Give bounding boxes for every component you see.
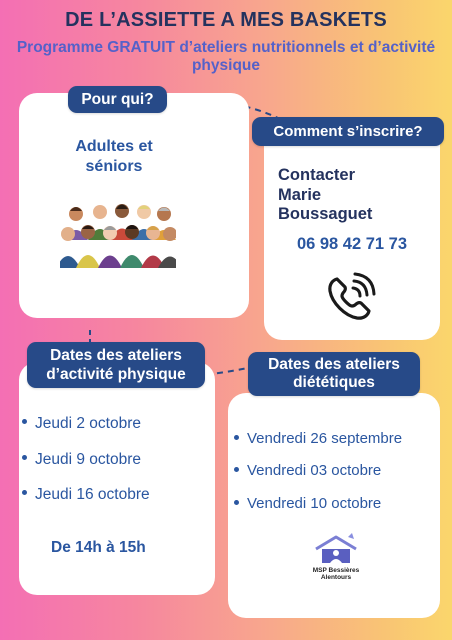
contact-line-2: Marie	[278, 185, 322, 204]
phone-icon	[324, 272, 376, 324]
bullet-icon	[22, 455, 27, 460]
audience-line-2: séniors	[85, 158, 143, 175]
dietetic-date-2-text: Vendredi 03 octobre	[247, 462, 382, 479]
bullet-icon	[22, 490, 27, 495]
physical-date-1	[22, 415, 141, 433]
dietetic-date-2	[234, 462, 381, 479]
dietetic-date-1	[234, 430, 402, 447]
signup-heading-pill: Comment s’inscrire?	[252, 117, 444, 146]
dietetic-heading-line-1: Dates des ateliers	[268, 356, 400, 373]
audience-text	[19, 137, 209, 177]
bullet-icon	[234, 435, 239, 440]
logo-line-1: MSP Bessières	[312, 567, 360, 574]
contact-line-3: Boussaguet	[278, 205, 373, 223]
physical-heading-line-2: d’activité physique	[46, 366, 186, 383]
house-logo-icon	[306, 533, 366, 565]
dietetic-heading-pill	[248, 352, 420, 396]
logo-line-2: Alentours	[320, 574, 352, 581]
dietetic-date-1-text: Vendredi 26 septembre	[247, 430, 403, 447]
physical-date-3-text: Jeudi 16 octobre	[35, 486, 150, 503]
poster-subtitle: Programme GRATUIT d’ateliers nutritionnels et d’activité physique	[16, 39, 436, 74]
audience-line-1: Adultes et	[75, 138, 153, 155]
signup-card	[264, 118, 440, 340]
physical-time: De 14h à 15h	[51, 539, 146, 556]
group-of-people-illustration	[60, 200, 176, 268]
dietetic-date-3-text: Vendredi 10 octobre	[247, 495, 382, 512]
bullet-icon	[22, 419, 27, 424]
physical-activity-card	[19, 362, 215, 595]
bullet-icon	[234, 500, 239, 505]
audience-card	[19, 93, 249, 318]
contact-text	[278, 166, 372, 225]
msp-logo	[306, 533, 366, 597]
physical-date-2-text: Jeudi 9 octobre	[35, 451, 141, 468]
physical-heading-line-1: Dates des ateliers	[50, 347, 182, 364]
phone-number[interactable]: 06 98 42 71 73	[296, 235, 408, 253]
audience-heading-pill: Pour qui?	[68, 86, 167, 113]
bullet-icon	[234, 467, 239, 472]
physical-date-1-text: Jeudi 2 octobre	[35, 415, 141, 432]
dietetic-heading-line-2: diététiques	[293, 374, 375, 391]
dietetic-card	[228, 393, 440, 618]
physical-date-3	[22, 486, 150, 504]
physical-heading-pill	[27, 342, 205, 388]
physical-date-2	[22, 451, 141, 469]
poster-title: DE L’ASSIETTE A MES BASKETS	[65, 9, 387, 31]
dietetic-date-3	[234, 495, 381, 512]
contact-line-1: Contacter	[278, 166, 356, 184]
